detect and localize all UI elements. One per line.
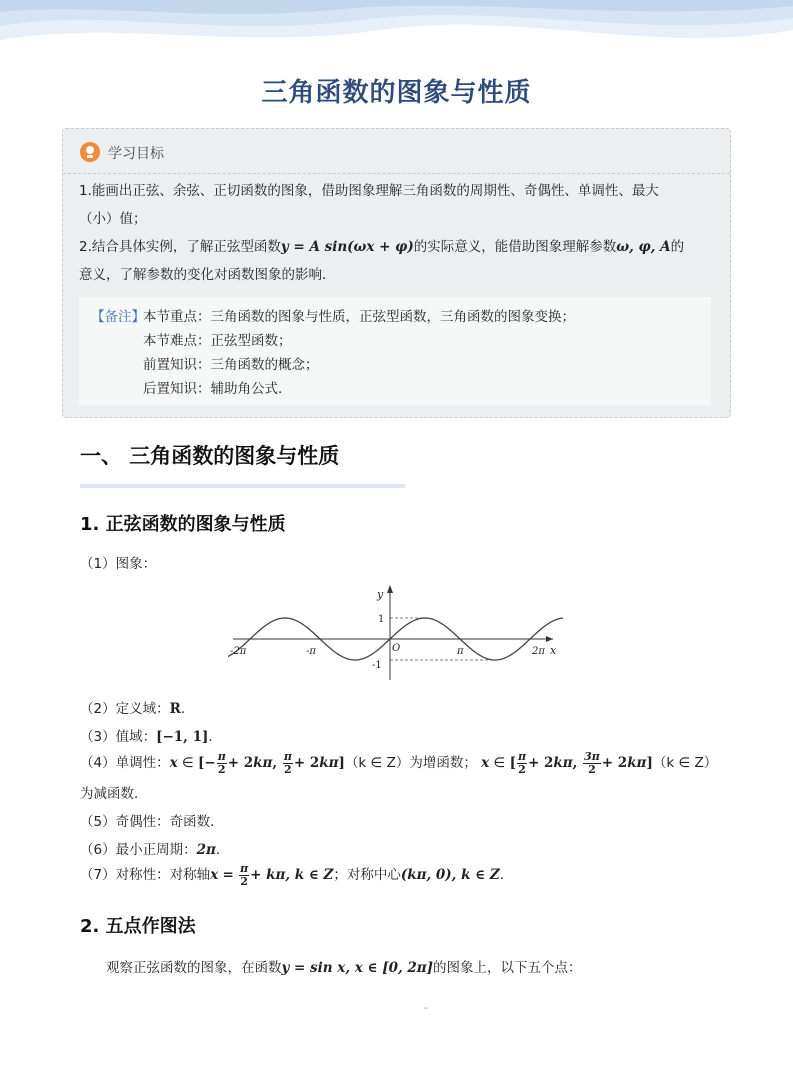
item-symmetry: （7）对称性：对称轴x = $\frac{\pi}{2}$ + kπ, k ∈ Z；对称中心(kπ, 0), k ∈ Z. xyxy=(80,861,504,888)
learning-goals-header xyxy=(63,129,730,174)
header-wave-decoration xyxy=(0,0,793,62)
five-point-intro: 观察正弦函数的图象，在函数y = sin x, x ∈ [0, 2π]的图象上，以下五个点： xyxy=(106,960,582,976)
goal-line-1: 1.能画出正弦、余弦、正切函数的图象，借助图象理解三角函数的周期性、奇偶性、单调性、最大 xyxy=(79,183,659,199)
section-heading-underline xyxy=(80,484,405,488)
remark-line-2: 本节难点：正弦型函数； xyxy=(143,333,292,349)
x-tick-2pi: 2π xyxy=(532,646,545,657)
item-domain: （2）定义域：R. xyxy=(80,701,186,717)
y-axis-label: y xyxy=(377,588,384,601)
subsection-heading-five-point: 2. 五点作图法 xyxy=(80,916,196,937)
x-tick-pi: π xyxy=(457,646,464,657)
goal-line-3: 2.结合具体实例，了解正弦型函数y = A sin(ωx + φ)的实际意义，能借助图象理解参数ω, φ, A的 xyxy=(79,239,685,255)
remark-tag: 【备注】 xyxy=(91,309,145,325)
remark-box xyxy=(79,297,711,405)
y-axis-arrow xyxy=(387,585,393,593)
section-heading: 一、 三角函数的图象与性质 xyxy=(80,444,340,468)
x-tick-negpi: -π xyxy=(306,646,316,657)
y-tick-1: 1 xyxy=(378,614,385,625)
lightbulb-icon xyxy=(80,142,100,162)
subsection-heading-sine: 1. 正弦函数的图象与性质 xyxy=(80,514,286,535)
learning-goals-box xyxy=(62,128,731,418)
goal-line-2: （小）值； xyxy=(79,211,147,227)
goal-line-4: 意义，了解参数的变化对函数图象的影响． xyxy=(79,267,336,283)
x-axis-arrow xyxy=(546,636,553,642)
remark-line-3: 前置知识：三角函数的概念； xyxy=(143,357,319,373)
sine-graph xyxy=(228,582,563,682)
document-title: 三角函数的图象与性质 xyxy=(261,78,532,108)
item-graph-label: （1）图象： xyxy=(80,556,157,572)
remark-line-1: 本节重点：三角函数的图象与性质，正弦型函数，三角函数的图象变换； xyxy=(143,309,575,325)
item-monotonicity-line2: 为减函数． xyxy=(80,786,148,802)
learning-goals-label: 学习目标 xyxy=(108,146,164,162)
x-tick-neg2pi: -2π xyxy=(230,646,247,657)
item-period: （6）最小正周期：2π. xyxy=(80,842,221,858)
item-range: （3）值域：[−1, 1]. xyxy=(80,729,213,745)
origin-label: O xyxy=(392,643,401,654)
item-parity: （5）奇偶性：奇函数． xyxy=(80,814,224,830)
page-mark: - xyxy=(424,1003,428,1014)
y-tick-neg1: -1 xyxy=(372,660,382,671)
x-axis-label: x xyxy=(550,644,557,657)
remark-line-4: 后置知识：辅助角公式． xyxy=(143,381,292,397)
item-monotonicity: （4）单调性：x ∈ [− $\frac{\pi}{2}$ + 2kπ, $\frac{\pi}{2}$ + 2kπ]（k ∈ Z）为增函数； x ∈ [ $\frac{\pi}{2}$ + 2kπ, $\frac{3\pi}{2}$ + 2kπ]（k ∈ Z） xyxy=(80,749,718,776)
